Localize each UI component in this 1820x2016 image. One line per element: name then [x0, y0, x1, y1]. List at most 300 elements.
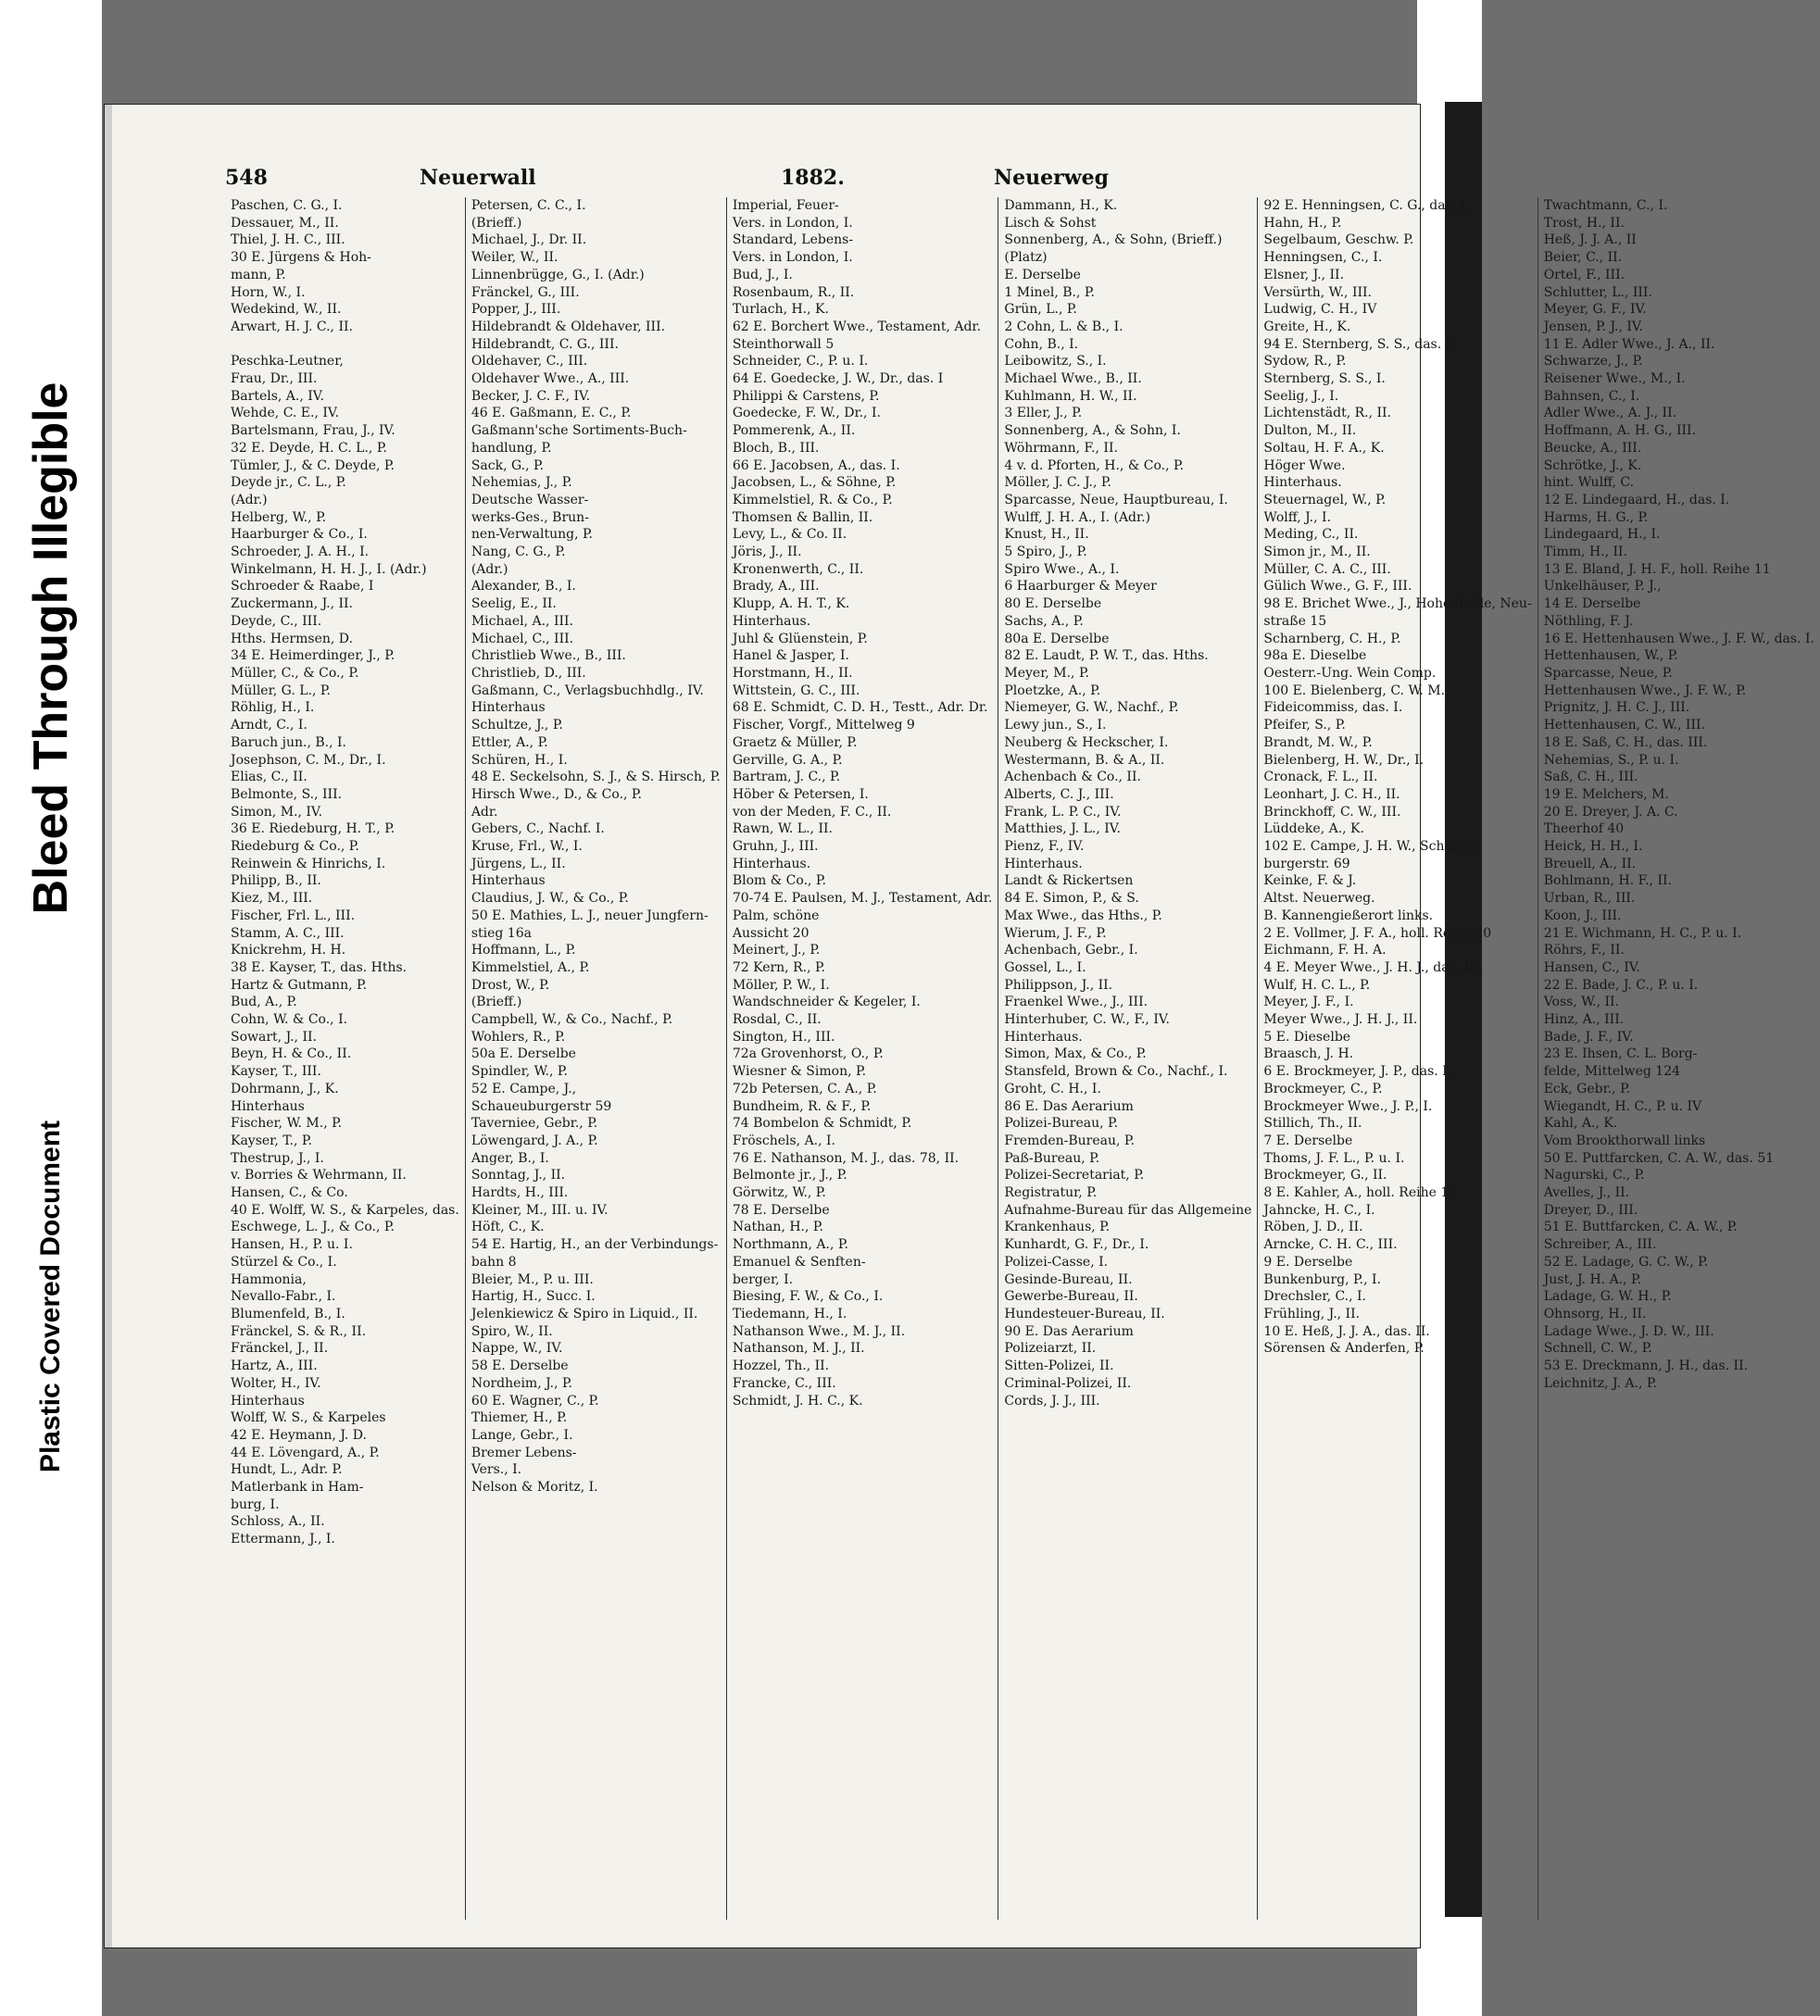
directory-entry: Aufnahme-Bureau für das Allgemeine [1004, 1202, 1252, 1218]
directory-entry: Vom Brookthorwall links [1543, 1133, 1706, 1148]
directory-entry: Hinz, A., III. [1543, 1012, 1625, 1028]
directory-entry: 48 E. Seckelsohn, S. J., & S. Hirsch, P. [471, 770, 721, 785]
directory-entry: Meding, C., II. [1263, 527, 1359, 543]
directory-entry: 22 E. Bade, J. C., P. u. I. [1543, 977, 1699, 993]
directory-entry: 32 E. Deyde, H. C. L., P. [231, 440, 387, 456]
directory-entry: straße 15 [1263, 613, 1327, 629]
directory-entry: E. Derselbe [1004, 267, 1081, 282]
directory-entry: Hildebrandt, C. G., III. [471, 336, 619, 352]
directory-entry: Thiemer, H., P. [471, 1410, 568, 1426]
directory-entry: stieg 16a [471, 925, 532, 941]
directory-entry: Nathanson, M. J., II. [732, 1341, 865, 1357]
directory-entry: Fideicommiss, das. I. [1263, 700, 1403, 716]
directory-entry: Röhrs, F., II. [1543, 943, 1625, 958]
directory-entry: handlung, P. [471, 440, 552, 456]
scan-side-strip [0, 0, 102, 2016]
directory-entry: Haarburger & Co., I. [231, 527, 368, 543]
directory-entry: Registratur, P. [1004, 1185, 1098, 1201]
directory-entry: Frank, L. P. C., IV. [1004, 804, 1122, 820]
directory-entry: Wiesner & Simon, P. [732, 1064, 867, 1080]
directory-entry: Gülich Wwe., G. F., III. [1263, 579, 1412, 595]
directory-entry: Höft, C., K. [471, 1220, 545, 1235]
directory-entry: Stillich, Th., II. [1263, 1116, 1362, 1132]
directory-entry: 92 E. Henningsen, C. G., das. I. [1263, 198, 1470, 213]
directory-entry: Rosenbaum, R., II. [732, 284, 855, 300]
directory-entry: Kayser, T., P. [231, 1133, 312, 1148]
directory-entry: Henningsen, C., I. [1263, 250, 1383, 266]
directory-entry: v. Borries & Wehrmann, II. [231, 1168, 407, 1183]
directory-entry: Müller, C. A. C., III. [1263, 561, 1391, 577]
directory-page [104, 104, 1814, 1948]
directory-entry: 38 E. Kayser, T., das. Hths. [231, 959, 408, 975]
directory-entry: Polizei-Casse, I. [1004, 1254, 1109, 1270]
directory-entry: Braasch, J. H. [1263, 1046, 1354, 1062]
directory-entry: Kayser, T., III. [231, 1064, 321, 1080]
directory-entry: Rosdal, C., II. [732, 1012, 822, 1028]
directory-entry: Christlieb Wwe., B., III. [471, 648, 626, 664]
directory-entry: Deutsche Wasser- [471, 492, 589, 507]
directory-entry: Brockmeyer, C., P. [1263, 1081, 1383, 1096]
directory-entry: Kunhardt, G. F., Dr., I. [1004, 1237, 1149, 1253]
directory-entry: Vers. in London, I. [732, 215, 853, 231]
directory-entry: Meinert, J., P. [732, 943, 821, 958]
directory-entry: 52 E. Ladage, G. C. W., P. [1543, 1254, 1709, 1270]
directory-entry: 5 E. Dieselbe [1263, 1029, 1351, 1045]
directory-entry: 98 E. Brichet Wwe., J., Hohenfelde, Neu- [1263, 596, 1532, 612]
directory-entry: Helberg, W., P. [231, 509, 327, 525]
directory-entry: Beucke, A., III. [1543, 440, 1642, 456]
directory-entry: Westermann, B. & A., II. [1004, 752, 1165, 768]
directory-entry: 80a E. Derselbe [1004, 631, 1110, 646]
directory-entry: 9 E. Derselbe [1263, 1254, 1353, 1270]
directory-entry: Horstmann, H., II. [732, 665, 853, 681]
directory-entry: Biesing, F. W., & Co., I. [732, 1289, 884, 1305]
directory-entry: 5 Spiro, J., P. [1004, 545, 1087, 560]
directory-entry: Hozzel, Th., II. [732, 1359, 830, 1374]
directory-entry: Sowart, J., II. [231, 1029, 317, 1045]
directory-entry: Wolter, H., IV. [231, 1375, 321, 1391]
directory-entry: Juhl & Glüenstein, P. [732, 631, 868, 646]
directory-entry: Sonntag, J., II. [471, 1168, 566, 1183]
directory-entry: Jelenkiewicz & Spiro in Liquid., II. [471, 1307, 698, 1321]
directory-entry: Röhlig, H., I. [231, 700, 315, 716]
directory-entry: Claudius, J. W., & Co., P. [471, 891, 629, 907]
directory-entry: 76 E. Nathanson, M. J., das. 78, II. [732, 1150, 960, 1166]
directory-entry: Wulf, H. C. L., P. [1263, 977, 1371, 993]
directory-entry: Meyer Wwe., J. H. J., II. [1263, 1012, 1418, 1028]
directory-entry: Gewerbe-Bureau, II. [1004, 1289, 1138, 1305]
directory-entry: 102 E. Campe, J. H. W., Schauen- [1263, 839, 1481, 855]
directory-entry: Fröschels, A., I. [732, 1133, 836, 1148]
directory-entry: Jensen, P. J., IV. [1543, 319, 1643, 334]
directory-entry: 50 E. Mathies, L. J., neuer Jungfern- [471, 908, 709, 923]
directory-entry: Hansen, H., P. u. I. [231, 1237, 353, 1253]
directory-entry: Greite, H., K. [1263, 319, 1351, 334]
directory-entry: Fränckel, J., II. [231, 1341, 329, 1357]
directory-entry: Knickrehm, H. H. [231, 943, 346, 958]
directory-entry: Röben, J. D., II. [1263, 1220, 1363, 1235]
directory-entry: Lüddeke, A., K. [1263, 821, 1364, 837]
directory-entry: Hettenhausen Wwe., J. F. W., P. [1543, 682, 1747, 698]
directory-entry: Klupp, A. H. T., K. [732, 596, 850, 612]
directory-entry: Gerville, G. A., P. [732, 752, 843, 768]
directory-entry: Schaueuburgerstr 59 [471, 1098, 612, 1114]
directory-column-1 [225, 197, 466, 1920]
directory-entry: 66 E. Jacobsen, A., das. I. [732, 457, 900, 473]
directory-entry: 72b Petersen, C. A., P. [732, 1081, 877, 1096]
directory-entry: Dohrmann, J., K. [231, 1081, 339, 1096]
directory-entry: 40 E. Wolff, W. S., & Karpeles, das. [231, 1202, 459, 1218]
directory-entry: Wolff, J., I. [1263, 509, 1331, 525]
directory-entry: Tiedemann, H., I. [732, 1307, 847, 1321]
directory-column-4 [998, 197, 1258, 1920]
directory-entry: Hartz & Gutmann, P. [231, 977, 368, 993]
directory-entry: Möller, J. C. J., P. [1004, 475, 1111, 491]
directory-entry: Adr. [471, 804, 498, 820]
directory-entry: Hansen, C., IV. [1543, 959, 1640, 975]
directory-entry: Jürgens, L., II. [471, 856, 566, 871]
directory-entry: Hths. Hermsen, D. [231, 631, 353, 646]
directory-entry: 8 E. Kahler, A., holl. Reihe 17 [1263, 1185, 1458, 1201]
directory-entry: Hardts, H., III. [471, 1185, 569, 1201]
directory-entry: 4 E. Meyer Wwe., J. H. J., das. III. [1263, 959, 1484, 975]
directory-entry: Wierum, J. F., P. [1004, 925, 1107, 941]
directory-entry: Standard, Lebens- [732, 232, 854, 248]
directory-entry: Nordheim, J., P. [471, 1375, 573, 1391]
directory-entry: Fränckel, S. & R., II. [231, 1323, 367, 1339]
directory-entry: 54 E. Hartig, H., an der Verbindungs- [471, 1237, 719, 1253]
directory-entry: Sack, G., P. [471, 457, 545, 473]
directory-entry: Gossel, L., I. [1004, 959, 1086, 975]
directory-entry: Stürzel & Co., I. [231, 1254, 337, 1270]
directory-entry: 60 E. Wagner, C., P. [471, 1393, 599, 1409]
directory-entry: Polizei-Bureau, P. [1004, 1116, 1119, 1132]
directory-entry: Scharnberg, C. H., P. [1263, 631, 1401, 646]
directory-entry: nen-Verwaltung, P. [471, 527, 594, 543]
directory-entry: Belmonte, S., III. [231, 786, 343, 802]
directory-entry: 80 E. Derselbe [1004, 596, 1102, 612]
directory-entry: 78 E. Derselbe [732, 1202, 830, 1218]
directory-entry: Leonhart, J. C. H., II. [1263, 786, 1400, 802]
directory-entry: Hinterhaus. [1263, 475, 1342, 491]
directory-entry: Eschwege, L. J., & Co., P. [231, 1220, 395, 1235]
directory-entry: Heß, J. J. A., II [1543, 232, 1637, 248]
directory-entry: bahn 8 [471, 1254, 517, 1270]
directory-entry: Höber & Petersen, I. [732, 786, 869, 802]
directory-entry: Nagurski, C., P. [1543, 1168, 1645, 1183]
directory-entry: Peschka-Leutner, [231, 354, 344, 369]
directory-entry: Matlerbank in Ham- [231, 1480, 364, 1496]
directory-entry: Gaßmann, C., Verlagsbuchhdlg., IV. [471, 682, 704, 698]
directory-entry: Stansfeld, Brown & Co., Nachf., I. [1004, 1064, 1228, 1080]
directory-entry: Lindegaard, H., I. [1543, 527, 1661, 543]
directory-entry: hint. Wulff, C. [1543, 475, 1635, 491]
directory-entry: Seelig, J., I. [1263, 388, 1339, 404]
directory-entry: Deyde jr., C. L., P. [231, 475, 346, 491]
directory-entry: 52 E. Campe, J., [471, 1081, 577, 1096]
directory-entry: 72 Kern, R., P. [732, 959, 826, 975]
directory-entry: Spiro, W., II. [471, 1323, 553, 1339]
directory-entry: Linnenbrügge, G., I. (Adr.) [471, 267, 645, 282]
directory-entry: Pfeifer, S., P. [1263, 718, 1346, 733]
directory-entry: Sternberg, S. S., I. [1263, 371, 1386, 387]
directory-entry: Wedekind, W., II. [231, 302, 342, 318]
directory-entry: Schrötke, J., K. [1543, 457, 1642, 473]
directory-entry: 2 E. Vollmer, J. F. A., holl. Reihe 20 [1263, 925, 1492, 941]
directory-entry: Grün, L., P. [1004, 302, 1077, 318]
directory-entry: Hansen, C., & Co. [231, 1185, 348, 1201]
directory-entry: Bahnsen, C., I. [1543, 388, 1640, 404]
directory-entry: 68 E. Schmidt, C. D. H., Testt., Adr. Dr. [732, 700, 988, 716]
directory-entry: Voss, W., II. [1543, 995, 1620, 1010]
directory-entry: Deyde, C., III. [231, 613, 322, 629]
directory-entry: 3 Eller, J., P. [1004, 406, 1083, 421]
directory-entry: Palm, schöne [732, 908, 820, 923]
directory-entry: Brockmeyer Wwe., J. P., I. [1263, 1098, 1433, 1114]
directory-entry: Sydow, R., P. [1263, 354, 1347, 369]
directory-entry: Weiler, W., II. [471, 250, 559, 266]
directory-entry: Schwarze, J., P. [1543, 354, 1643, 369]
header-street-right: Neuerweg [994, 166, 1110, 190]
directory-entry: Arwart, H. J. C., II. [231, 319, 353, 334]
directory-entry: Müller, G. L., P. [231, 682, 331, 698]
directory-entry: Alberts, C. J., III. [1004, 786, 1114, 802]
directory-entry: Trost, H., II. [1543, 215, 1625, 231]
directory-entry: Urban, R., III. [1543, 891, 1636, 907]
directory-entry: burgerstr. 69 [1263, 856, 1350, 871]
directory-entry: Saß, C. H., III. [1543, 770, 1638, 785]
directory-entry: Zuckermann, J., II. [231, 596, 353, 612]
directory-entry: Bohlmann, H. F., II. [1543, 873, 1672, 889]
directory-entry: Petersen, C. C., I. [471, 198, 586, 213]
directory-entry: Hartig, H., Succ. I. [471, 1289, 596, 1305]
directory-entry: Thiel, J. H. C., III. [231, 232, 345, 248]
directory-entry: 6 Haarburger & Meyer [1004, 579, 1157, 595]
directory-entry: Hinterhaus. [1004, 856, 1083, 871]
directory-entry: Fischer, Frl. L., III. [231, 908, 356, 923]
directory-entry: Taverniee, Gebr., P. [471, 1116, 598, 1132]
directory-entry: Levy, L., & Co. II. [732, 527, 847, 543]
directory-entry: Popper, J., III. [471, 302, 561, 318]
directory-entry: Avelles, J., II. [1543, 1185, 1630, 1201]
directory-entry: Rawn, W. L., II. [732, 821, 833, 837]
directory-entry: Hinterhaus. [732, 856, 811, 871]
directory-entry: Bleier, M., P. u. III. [471, 1271, 594, 1287]
directory-entry: 18 E. Saß, C. H., das. III. [1543, 734, 1708, 750]
directory-entry: 94 E. Sternberg, S. S., das. I. [1263, 336, 1455, 352]
directory-entry: Leichnitz, J. A., P. [1543, 1375, 1657, 1391]
directory-entry: Criminal-Polizei, II. [1004, 1375, 1132, 1391]
directory-entry: 44 E. Lövengard, A., P. [231, 1445, 380, 1460]
directory-entry: Horn, W., I. [231, 284, 306, 300]
directory-entry: Gesinde-Bureau, II. [1004, 1271, 1133, 1287]
directory-entry: Oesterr.-Ung. Wein Comp. [1263, 665, 1437, 681]
directory-entry: Hinterhaus. [732, 613, 811, 629]
directory-entry: Schnell, C. W., P. [1543, 1341, 1652, 1357]
directory-entry: Cords, J. J., III. [1004, 1393, 1100, 1409]
directory-entry: 21 E. Wichmann, H. C., P. u. I. [1543, 925, 1742, 941]
directory-entry: Kahl, A., K. [1543, 1116, 1618, 1132]
directory-entry: Meyer, M., P. [1004, 665, 1089, 681]
directory-entry: Kimmelstiel, A., P. [471, 959, 590, 975]
directory-entry: Baruch jun., B., I. [231, 734, 346, 750]
directory-entry: 36 E. Riedeburg, H. T., P. [231, 821, 395, 837]
directory-entry: Spiro Wwe., A., I. [1004, 561, 1120, 577]
directory-entry: Emanuel & Senften- [732, 1254, 866, 1270]
directory-entry: Bartelsmann, Frau, J., IV. [231, 423, 395, 439]
directory-entry: Reisener Wwe., M., I. [1543, 371, 1686, 387]
directory-entry: Fischer, Vorgf., Mittelweg 9 [732, 718, 915, 733]
directory-entry: Schlutter, L., III. [1543, 284, 1652, 300]
directory-entry: Beyn, H. & Co., II. [231, 1046, 352, 1062]
directory-entry: Gebers, C., Nachf. I. [471, 821, 605, 837]
directory-entry: Niemeyer, G. W., Nachf., P. [1004, 700, 1179, 716]
directory-entry: Nehemias, J., P. [471, 475, 572, 491]
directory-entry: Simon, Max, & Co., P. [1004, 1046, 1147, 1062]
directory-entry: 10 E. Heß, J. J. A., das. II. [1263, 1323, 1430, 1339]
directory-entry: Groht, C. H., I. [1004, 1081, 1101, 1096]
directory-entry: Meyer, G. F., IV. [1543, 302, 1647, 318]
directory-entry: Philippson, J., II. [1004, 977, 1113, 993]
directory-entry: Höger Wwe. [1263, 457, 1346, 473]
directory-entry: Ettermann, J., I. [231, 1532, 335, 1547]
directory-entry: 6 E. Brockmeyer, J. P., das. I. [1263, 1064, 1452, 1080]
directory-entry: Wulff, J. H. A., I. (Adr.) [1004, 509, 1151, 525]
directory-entry: Pommerenk, A., II. [732, 423, 856, 439]
directory-column-6 [1538, 197, 1820, 1920]
directory-entry: Möller, P. W., I. [732, 977, 830, 993]
directory-entry: Schüren, H., I. [471, 752, 568, 768]
directory-entry: Belmonte jr., J., P. [732, 1168, 847, 1183]
directory-entry: Nathanson Wwe., M. J., II. [732, 1323, 906, 1339]
directory-entry: Josephson, C. M., Dr., I. [231, 752, 386, 768]
directory-entry: Philippi & Carstens, P. [732, 388, 880, 404]
directory-entry: 50 E. Puttfarcken, C. A. W., das. 51 [1543, 1150, 1775, 1166]
directory-entry: Michael, C., III. [471, 631, 574, 646]
directory-entry: Cohn, W. & Co., I. [231, 1012, 348, 1028]
plastic-covered-label: Plastic Covered Document [35, 1120, 66, 1473]
directory-entry: burg, I. [231, 1496, 280, 1512]
directory-entry: Frühling, J., II. [1263, 1307, 1361, 1321]
directory-entry: Theerhof 40 [1543, 821, 1625, 837]
directory-entry: Hartz, A., III. [231, 1359, 318, 1374]
directory-entry: Thoms, J. F. L., P. u. I. [1263, 1150, 1405, 1166]
directory-entry: Bundheim, R. & F., P. [732, 1098, 872, 1114]
directory-entry: Hirsch Wwe., D., & Co., P. [471, 786, 642, 802]
directory-entry: 20 E. Dreyer, J. A. C. [1543, 804, 1678, 820]
directory-entry: Matthies, J. L., IV. [1004, 821, 1121, 837]
directory-entry: Riedeburg & Co., P. [231, 839, 359, 855]
directory-entry: Schroeder & Raabe, I [231, 579, 374, 595]
directory-entry: 64 E. Goedecke, J. W., Dr., das. I [732, 371, 944, 387]
directory-entry: (Adr.) [231, 492, 268, 507]
directory-entry: Eck, Gebr., P. [1543, 1081, 1631, 1096]
directory-entry: 70-74 E. Paulsen, M. J., Testament, Adr. [732, 891, 993, 907]
directory-entry: Hahn, H., P. [1263, 215, 1342, 231]
directory-entry: Löwengard, J. A., P. [471, 1133, 598, 1148]
directory-entry: Ettler, A., P. [471, 734, 548, 750]
directory-entry: Fremden-Bureau, P. [1004, 1133, 1135, 1148]
directory-entry: 16 E. Hettenhausen Wwe., J. F. W., das. I. [1543, 631, 1814, 646]
directory-entry: Neuberg & Heckscher, I. [1004, 734, 1169, 750]
directory-columns [225, 197, 1814, 1920]
directory-entry: Gaßmann'sche Sortiments-Buch- [471, 423, 687, 439]
directory-entry: Wohlers, R., P. [471, 1029, 566, 1045]
directory-entry: 98a E. Dieselbe [1263, 648, 1367, 664]
directory-entry: Timm, H., II. [1543, 545, 1628, 560]
directory-entry: Schneider, C., P. u. I. [732, 354, 869, 369]
directory-entry: 2 Cohn, L. & B., I. [1004, 319, 1123, 334]
directory-entry: 46 E. Gaßmann, E. C., P. [471, 406, 632, 421]
directory-entry: Hanel & Jasper, I. [732, 648, 849, 664]
directory-entry: Wittstein, G. C., III. [732, 682, 860, 698]
directory-entry: Fränckel, G., III. [471, 284, 580, 300]
directory-entry: Nappe, W., IV. [471, 1341, 563, 1357]
directory-entry: (Platz) [1004, 250, 1048, 266]
directory-entry: Northmann, A., P. [732, 1237, 848, 1253]
directory-entry: 62 E. Borchert Wwe., Testament, Adr. [732, 319, 982, 334]
directory-entry: Vers., I. [471, 1462, 522, 1478]
directory-entry: Turlach, H., K. [732, 302, 829, 318]
directory-entry: (Adr.) [471, 561, 508, 577]
directory-entry: Jahncke, H. C., I. [1263, 1202, 1375, 1218]
directory-entry: 58 E. Derselbe [471, 1359, 569, 1374]
directory-entry: Sachs, A., P. [1004, 613, 1084, 629]
directory-entry: Simon jr., M., II. [1263, 545, 1371, 560]
directory-entry: Max Wwe., das Hths., P. [1004, 908, 1162, 923]
directory-entry: Brockmeyer, G., II. [1263, 1168, 1387, 1183]
directory-entry: Wöhrmann, F., II. [1004, 440, 1118, 456]
directory-entry: Hoffmann, A. H. G., III. [1543, 423, 1697, 439]
directory-entry: berger, I. [732, 1271, 794, 1287]
directory-entry: Dulton, M., II. [1263, 423, 1357, 439]
directory-entry: Hinterhaus [471, 700, 546, 716]
directory-entry: Kiez, M., III. [231, 891, 313, 907]
directory-entry: Bartram, J. C., P. [732, 770, 841, 785]
directory-entry: Eichmann, F. H. A. [1263, 943, 1387, 958]
directory-entry: Nathan, H., P. [732, 1220, 823, 1235]
page-number: 548 [225, 166, 268, 190]
directory-entry: Winkelmann, H. H. J., I. (Adr.) [231, 561, 427, 577]
directory-entry: 4 v. d. Pforten, H., & Co., P. [1004, 457, 1185, 473]
directory-entry: 13 E. Bland, J. H. F., holl. Reihe 11 [1543, 561, 1771, 577]
directory-entry: Nöthling, F. J. [1543, 613, 1634, 629]
directory-entry: Ortel, F., III. [1543, 267, 1625, 282]
directory-entry: Fraenkel Wwe., J., III. [1004, 995, 1148, 1010]
directory-entry: Sparcasse, Neue, Hauptbureau, I. [1004, 492, 1228, 507]
directory-entry: Brinckhoff, C. W., III. [1263, 804, 1401, 820]
directory-entry: Bloch, B., III. [732, 440, 820, 456]
directory-entry: Hettenhausen, C. W., III. [1543, 718, 1705, 733]
directory-entry: Bade, J. F., IV. [1543, 1029, 1634, 1045]
bleed-through-label: Bleed Through Illegible [24, 382, 78, 915]
directory-entry: Beier, C., II. [1543, 250, 1623, 266]
directory-entry: 51 E. Buttfarcken, C. A. W., P. [1543, 1220, 1738, 1235]
directory-entry: Achenbach & Co., II. [1004, 770, 1141, 785]
directory-entry: Oldehaver Wwe., A., III. [471, 371, 630, 387]
directory-entry: Schloss, A., II. [231, 1514, 325, 1530]
directory-entry: Kimmelstiel, R. & Co., P. [732, 492, 893, 507]
directory-entry: Bunkenburg, P., I. [1263, 1271, 1381, 1287]
directory-entry: Meyer, J. F., I. [1263, 995, 1354, 1010]
directory-entry: Sitten-Polizei, II. [1004, 1359, 1114, 1374]
directory-entry: Tümler, J., & C. Deyde, P. [231, 457, 395, 473]
directory-entry: Brandt, M. W., P. [1263, 734, 1373, 750]
directory-entry: Hundt, L., Adr. P. [231, 1462, 343, 1478]
directory-column-5 [1258, 197, 1538, 1920]
directory-entry: Michael, J., Dr. II. [471, 232, 587, 248]
directory-entry: Hammonia, [231, 1271, 307, 1287]
